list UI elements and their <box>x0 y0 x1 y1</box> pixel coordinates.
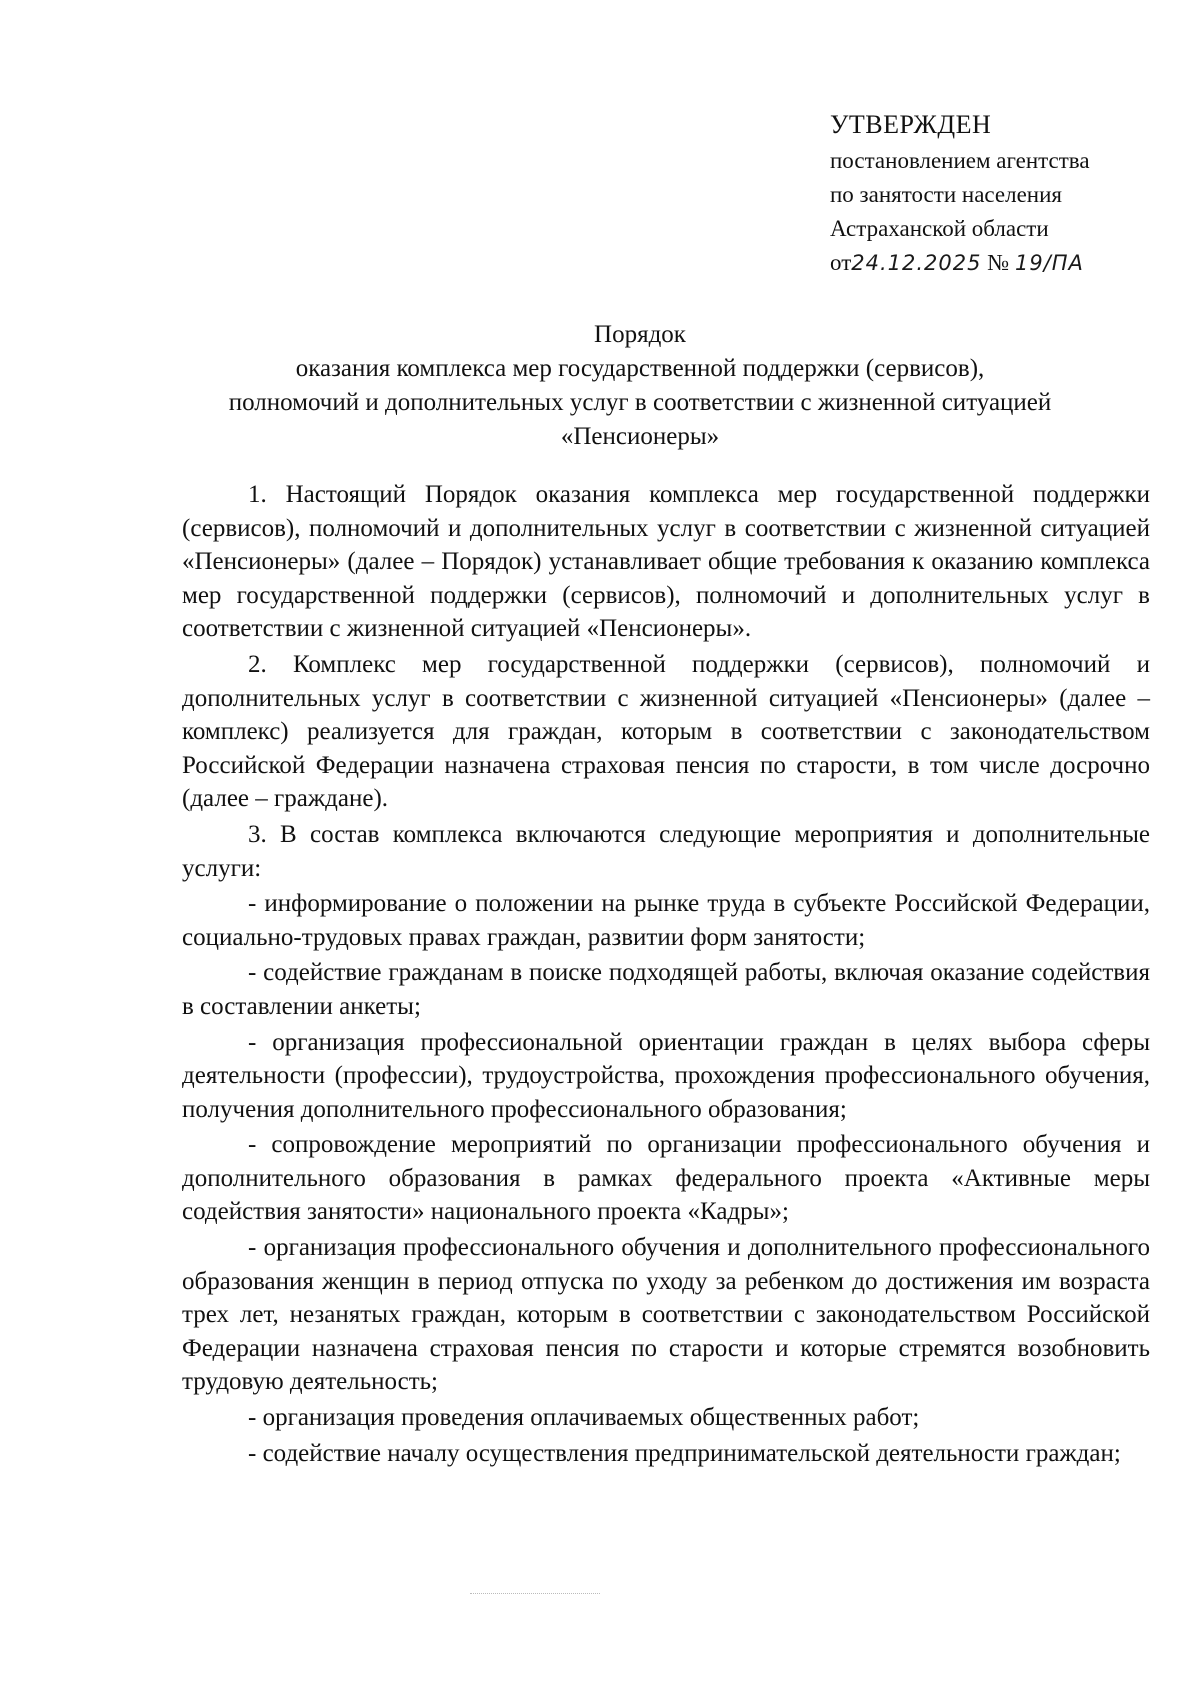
list-item-training-support: - сопровождение мероприятий по организации профессионального обучения и дополнительного образования в рамках федерального проекта «Активные меры содействия занятости» национального проекта «Кадры»; <box>182 1131 1150 1226</box>
scan-artifact <box>470 1593 600 1595</box>
list-item-public-works: - организация проведения оплачиваемых общественных работ; <box>248 1404 920 1432</box>
list-item-job-search: - содействие гражданам в поиске подходящей работы, включая оказание содействия в составлении анкеты; <box>182 959 1150 1020</box>
title-line-3: полномочий и дополнительных услуг в соответствии с жизненной ситуацией <box>228 389 1052 416</box>
approval-line-1: постановлением агентства <box>830 148 1090 173</box>
title-line-1: Порядок <box>594 321 686 348</box>
approval-line-3: Астраханской области <box>830 216 1049 241</box>
list-item-entrepreneurship: - содействие началу осуществления предпринимательской деятельности граждан; <box>248 1439 1121 1467</box>
list-item-career-guidance: - организация профессиональной ориентации граждан в целях выбора сферы деятельности (профессии), трудоустройства, прохождения профессионального обучения, получения дополнительного профессионального образования; <box>182 1028 1150 1123</box>
approval-title: УТВЕРЖДЕН <box>830 110 992 139</box>
title-line-2: оказания комплекса мер государственной поддержки (сервисов), <box>295 355 985 382</box>
approval-line-2: по занятости населения <box>830 182 1062 207</box>
document-title <box>150 318 1130 454</box>
approval-stamp-block <box>830 108 1170 280</box>
paragraph-2: 2. Комплекс мер государственной поддержки (сервисов), полномочий и дополнительных услуг в соответствии с жизненной ситуацией «Пенсионеры» (далее – комплекс) реализуется для граждан, которым в соответствии с законодательством Российской Федерации назначена страховая пенсия по старости, в том числе досрочно (далее – граждане). <box>182 650 1150 813</box>
approval-number-prefix: № <box>987 250 1010 275</box>
approval-date-prefix: от <box>830 250 852 275</box>
list-item-training-organization: - организация профессионального обучения и дополнительного профессионального образования женщин в период отпуска по уходу за ребенком до достижения им возраста трех лет, незанятых граждан, которым в соответствии с законодательством Российской Федерации назначена страховая пенсия по старости и которые стремятся возобновить трудовую деятельность; <box>182 1234 1150 1396</box>
approval-date-handwritten: 24.12.2025 <box>851 251 982 275</box>
paragraph-1: 1. Настоящий Порядок оказания комплекса мер государственной поддержки (сервисов), полномочий и дополнительных услуг в соответствии с жизненной ситуацией «Пенсионеры» (далее – Порядок) устанавливает общие требования к оказанию комплекса мер государственной поддержки (сервисов), полномочий и дополнительных услуг в соответствии с жизненной ситуацией «Пенсионеры». <box>182 481 1150 643</box>
approval-number-handwritten: 19/ПА <box>1014 251 1084 275</box>
list-item-informing: - информирование о положении на рынке труда в субъекте Российской Федерации, социально-трудовых правах граждан, развитии форм занятости; <box>182 890 1150 951</box>
document-body <box>182 478 1150 1472</box>
title-line-4: «Пенсионеры» <box>560 423 720 450</box>
paragraph-3: 3. В состав комплекса включаются следующие мероприятия и дополнительные услуги: <box>182 820 1150 882</box>
approval-date-line <box>830 246 1170 280</box>
